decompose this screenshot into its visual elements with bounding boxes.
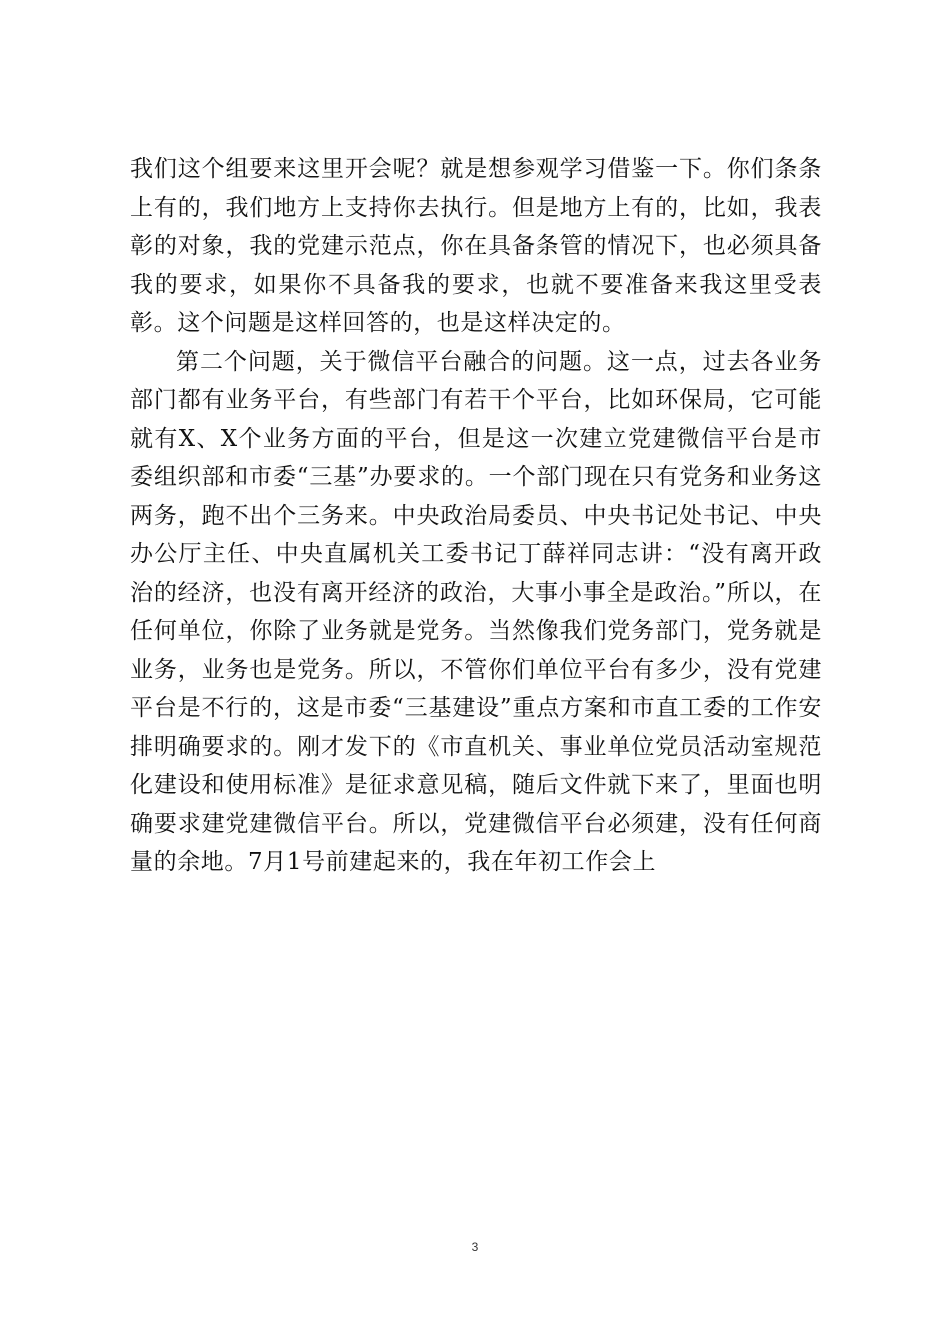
paragraph-1: 我们这个组要来这里开会呢？就是想参观学习借鉴一下。你们条条上有的，我们地方上支持你去执行。但是地方上有的，比如，我表彰的对象，我的党建示范点，你在具备条管的情况下，也必须具备我的要求，如果你不具备我的要求，也就不要准备来我这里受表彰。这个问题是这样回答的，也是这样决定的。 [130, 156, 822, 336]
document-body [130, 150, 822, 882]
paragraph-2: 第二个问题，关于微信平台融合的问题。这一点，过去各业务部门都有业务平台，有些部门有若干个平台，比如环保局，它可能就有X、X个业务方面的平台，但是这一次建立党建微信平台是市委组织部和市委“三基”办要求的。一个部门现在只有党务和业务这两务，跑不出个三务来。中央政治局委员、中央书记处书记、中央办公厅主任、中央直属机关工委书记丁薛祥同志讲：“没有离开政治的经济，也没有离开经济的政治，大事小事全是政治。”所以，在任何单位，你除了业务就是党务。当然像我们党务部门，党务就是业务，业务也是党务。所以，不管你们单位平台有多少，没有党建平台是不行的，这是市委“三基建设”重点方案和市直工委的工作安排明确要求的。刚才发下的《市直机关、事业单位党员活动室规范化建设和使用标准》是征求意见稿，随后文件就下来了，里面也明确要求建党建微信平台。所以，党建微信平台必须建，没有任何商量的余地。7月1号前建起来的，我在年初工作会上 [130, 348, 822, 875]
page-number: 3 [471, 1240, 479, 1254]
